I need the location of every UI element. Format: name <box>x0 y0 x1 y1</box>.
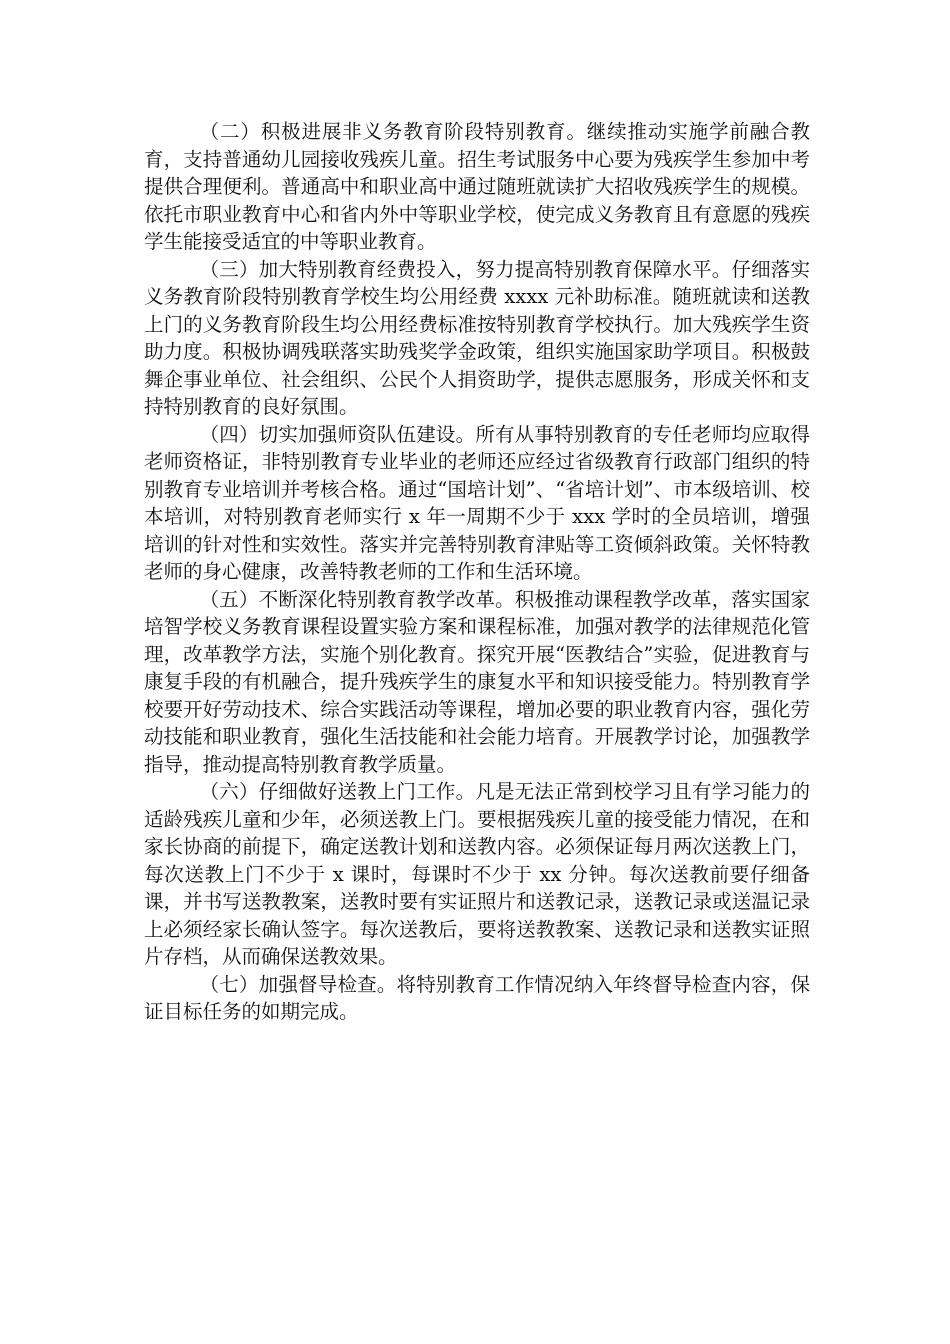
paragraph-section-7: （七）加强督导检查。将特别教育工作情况纳入年终督导检查内容，保证目标任务的如期完成。 <box>144 972 810 1023</box>
paragraph-section-3: （三）加大特别教育经费投入，努力提高特别教育保障水平。仔细落实义务教育阶段特别教育学校生均公用经费 xxxx 元补助标准。随班就读和送教上门的义务教育阶段生均公用经费标准按特别教育学校执行。加大残疾学生资助力度。积极协调残联落实助残奖学金政策，组织实施国家助学项目。积极鼓舞企事业单位、社会组织、公民个人捐资助学，提供志愿服务，形成关怀和支持特别教育的良好氛围。 <box>144 257 810 418</box>
paragraph-section-4: （四）切实加强师资队伍建设。所有从事特别教育的专任老师均应取得老师资格证，非特别教育专业毕业的老师还应经过省级教育行政部门组织的特别教育专业培训并考核合格。通过“国培计划”、“省培计划”、市本级培训、校本培训，对特别教育老师实行 x 年一周期不少于 xxx 学时的全员培训，增强培训的针对性和实效性。落实并完善特别教育津贴等工资倾斜政策。关怀特教老师的身心健康，改善特教老师的工作和生活环境。 <box>144 422 810 583</box>
document-body <box>144 118 810 1026</box>
paragraph-section-6: （六）仔细做好送教上门工作。凡是无法正常到校学习且有学习能力的适龄残疾儿童和少年，必须送教上门。要根据残疾儿童的接受能力情况，在和家长协商的前提下，确定送教计划和送教内容。必须保证每月两次送教上门，每次送教上门不少于 x 课时，每课时不少于 xx 分钟。每次送教前要仔细备课，并书写送教教案，送教时要有实证照片和送教记录，送教记录或送温记录上必须经家长确认签字。每次送教后，要将送教教案、送教记录和送教实证照片存档，从而确保送教效果。 <box>144 780 810 968</box>
paragraph-section-2: （二）积极进展非义务教育阶段特别教育。继续推动实施学前融合教育，支持普通幼儿园接收残疾儿童。招生考试服务中心要为残疾学生参加中考提供合理便利。普通高中和职业高中通过随班就读扩大招收残疾学生的规模。依托市职业教育中心和省内外中等职业学校，使完成义务教育且有意愿的残疾学生能接受适宜的中等职业教育。 <box>144 120 810 253</box>
paragraph-section-5: （五）不断深化特别教育教学改革。积极推动课程教学改革，落实国家培智学校义务教育课程设置实验方案和课程标准，加强对教学的法律规范化管理，改革教学方法，实施个别化教育。探究开展“医教结合”实验，促进教育与康复手段的有机融合，提升残疾学生的康复水平和知识接受能力。特别教育学校要开好劳动技术、综合实践活动等课程，增加必要的职业教育内容，强化劳动技能和职业教育，强化生活技能和社会能力培育。开展教学讨论，加强教学指导，推动提高特别教育教学质量。 <box>144 587 810 776</box>
